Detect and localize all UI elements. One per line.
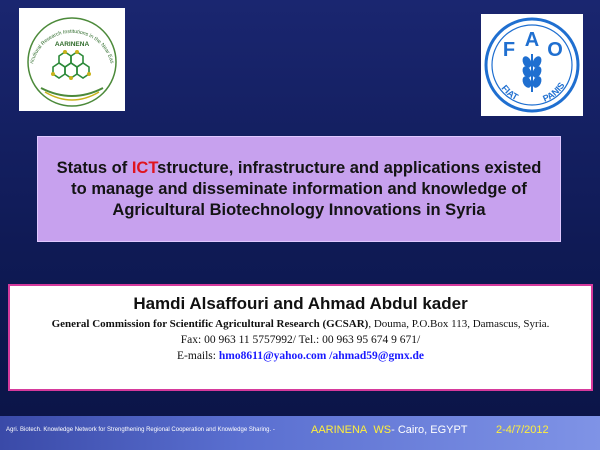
page-title	[52, 158, 546, 221]
fao-logo	[481, 14, 583, 116]
affiliation-address: , Douma, P.O.Box 113, Damascus, Syria.	[368, 318, 550, 330]
fao-motto-right: PANIS	[541, 80, 567, 104]
title-box	[37, 136, 561, 242]
aarinena-logo-icon	[19, 8, 125, 111]
footer-ws: WS	[373, 424, 392, 436]
footer-network-text: Agri. Biotech. Knowledge Network for Strengthening Regional Cooperation and Knowledge Sharing. -	[6, 427, 275, 433]
author-names: Hamdi Alsaffouri and Ahmad Abdul kader	[133, 294, 468, 313]
affiliation-organization: General Commission for Scientific Agricultural Research (GCSAR)	[51, 318, 369, 330]
fao-logo-icon	[481, 14, 583, 116]
author-box	[8, 284, 593, 391]
title-prefix: Status of	[56, 158, 132, 177]
footer-date: 2-4/7/2012	[496, 424, 549, 436]
footer-aarinena: AARINENA	[311, 424, 368, 436]
email-link-2[interactable]: ahmad59@gmx.de	[332, 350, 424, 362]
title-rest: structure, infrastructure and applications existed to manage and disseminate information and knowledge of Agricultural Biotechnology Innovations in Syria	[71, 158, 542, 219]
fao-letter-f: F	[502, 39, 516, 61]
email-separator: /	[326, 350, 333, 362]
aarinena-logo-name: AARINENA	[54, 41, 90, 48]
fao-letter-a: A	[524, 29, 540, 51]
footer-location: - Cairo, EGYPT	[391, 424, 468, 436]
aarinena-logo-ring-text: ricultural Research Institutions in the Near Eas	[29, 28, 115, 65]
title-highlight: ICT	[131, 158, 158, 177]
aarinena-logo	[19, 8, 125, 111]
email-link-1[interactable]: hmo8611@yahoo.com	[218, 350, 327, 362]
fao-letter-o: O	[547, 39, 563, 61]
fao-motto-left: FIAT	[499, 83, 520, 103]
email-label: E-mails:	[177, 350, 219, 362]
contact-line: Fax: 00 963 11 5757992/ Tel.: 00 963 95 674 9 671/	[180, 334, 421, 346]
footer-bar	[0, 416, 600, 450]
affiliation	[10, 316, 591, 332]
footer-event	[311, 424, 468, 436]
email-line	[10, 348, 591, 364]
